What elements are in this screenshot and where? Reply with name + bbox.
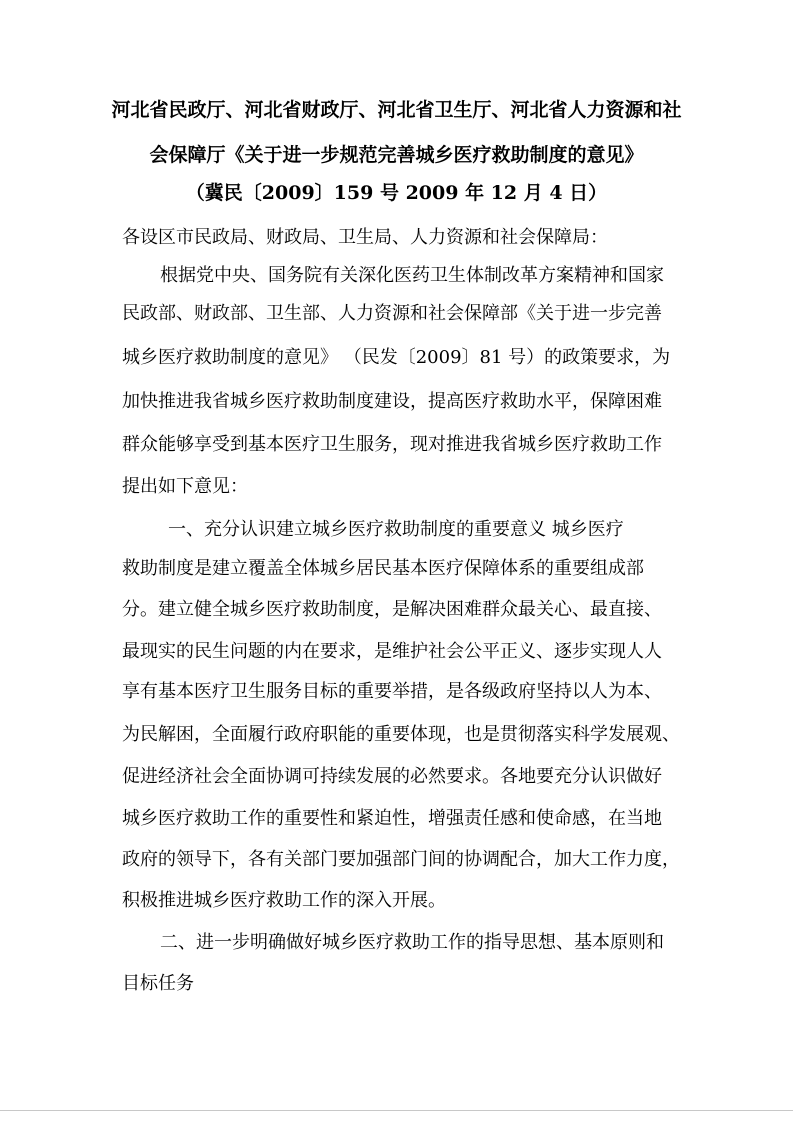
section-2-heading: 二、进一步明确做好城乡医疗救助工作的指导思想、基本原则和 (160, 932, 664, 953)
section-1-line: 城乡医疗救助工作的重要性和紧迫性，增强责任感和使命感，在当地 (122, 808, 662, 829)
intro-line: 民政部、财政部、卫生部、人力资源和社会保障部《关于进一步完善 (122, 303, 662, 324)
document-number-date: （冀民〔2009〕159 号 2009 年 12 月 4 日） (185, 182, 608, 204)
section-1-line: 分。建立健全城乡医疗救助制度，是解决困难群众最关心、最直接、 (122, 599, 662, 620)
section-1-line: 促进经济社会全面协调可持续发展的必然要求。各地要充分认识做好 (122, 766, 662, 787)
section-1-line: 最现实的民生问题的内在要求，是维护社会公平正义、逐步实现人人 (122, 641, 662, 662)
section-1-heading: 一、充分认识建立城乡医疗救助制度的重要意义 城乡医疗 (168, 519, 624, 540)
section-1-line: 为民解困，全面履行政府职能的重要体现，也是贯彻落实科学发展观、 (122, 724, 680, 745)
document-title-line-2: 会保障厅《关于进一步规范完善城乡医疗救助制度的意见》 (149, 144, 644, 166)
intro-line: 城乡医疗救助制度的意见》 （民发〔2009〕81 号）的政策要求，为 (122, 347, 671, 368)
intro-line: 提出如下意见： (122, 476, 248, 497)
document-title-line-1: 河北省民政厅、河北省财政厅、河北省卫生厅、河北省人力资源和社 (111, 99, 682, 121)
intro-line: 加快推进我省城乡医疗救助制度建设，提高医疗救助水平，保障困难 (122, 391, 662, 412)
addressee: 各设区市民政局、财政局、卫生局、人力资源和社会保障局： (122, 227, 608, 248)
intro-line: 群众能够享受到基本医疗卫生服务，现对推进我省城乡医疗救助工作 (122, 434, 662, 455)
section-1-line: 享有基本医疗卫生服务目标的重要举措，是各级政府坚持以人为本、 (122, 681, 662, 702)
section-1-line: 积极推进城乡医疗救助工作的深入开展。 (122, 890, 446, 911)
section-1-line: 政府的领导下，各有关部门要加强部门间的协调配合，加大工作力度， (122, 849, 680, 870)
section-2-heading-continued: 目标任务 (122, 973, 194, 994)
section-1-line: 救助制度是建立覆盖全体城乡居民基本医疗保障体系的重要组成部 (122, 558, 644, 579)
intro-line: 根据党中央、国务院有关深化医药卫生体制改革方案精神和国家 (160, 265, 664, 286)
page-bottom-divider (0, 1110, 793, 1111)
